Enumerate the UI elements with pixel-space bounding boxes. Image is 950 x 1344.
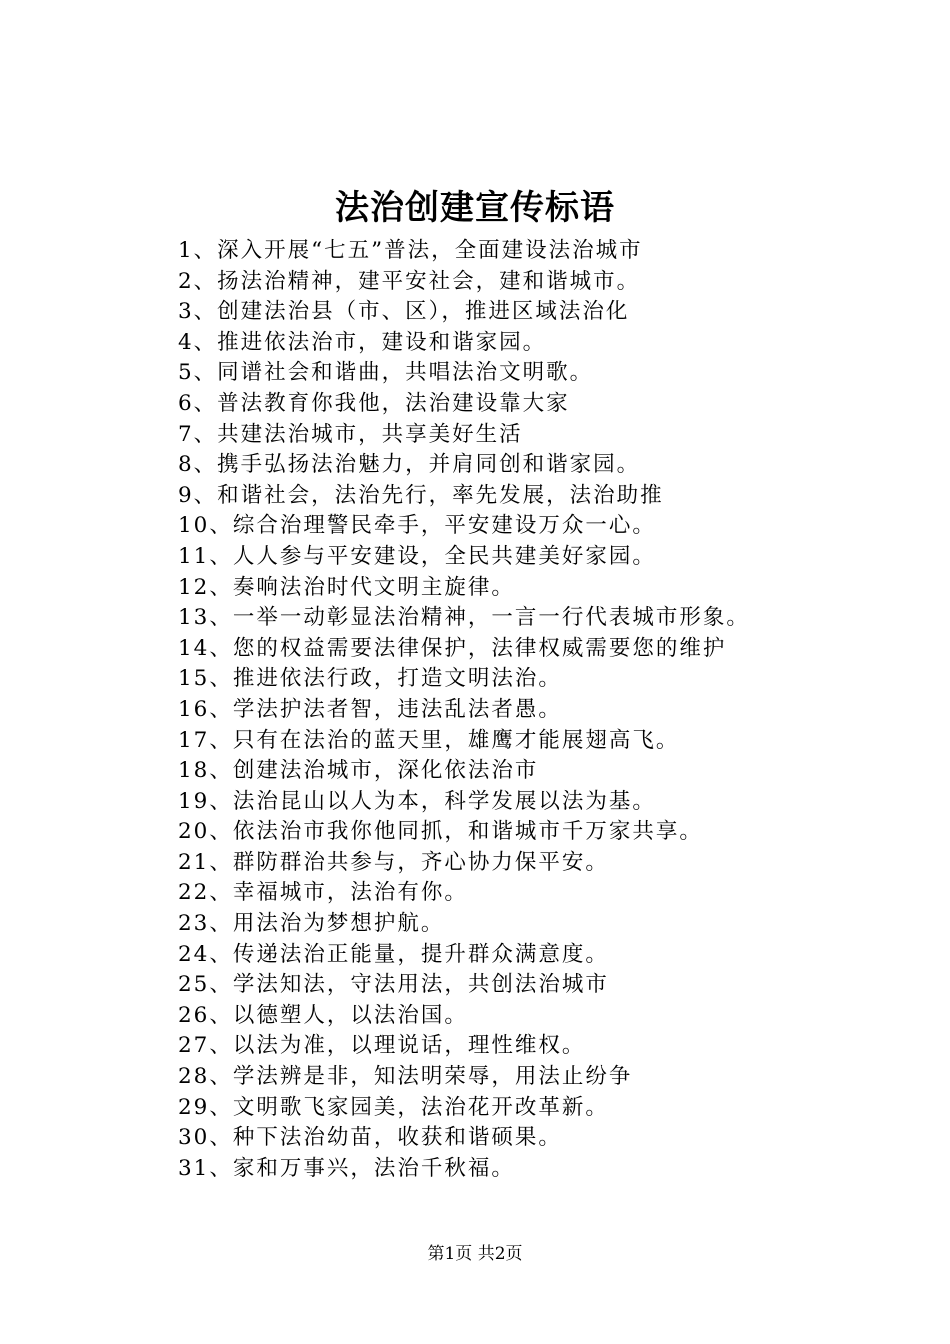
list-item: 13、一举一动彰显法治精神，一言一行代表城市形象。: [178, 605, 750, 631]
list-item: 2、扬法治精神，建平安社会，建和谐城市。: [178, 268, 641, 294]
list-item: 27、以法为准，以理说话，理性维权。: [178, 1033, 586, 1059]
list-item: 31、家和万事兴，法治千秋福。: [178, 1155, 515, 1181]
list-item: 26、以德塑人，以法治国。: [178, 1002, 468, 1028]
slogan-list: [178, 236, 878, 1184]
page-number-footer: 第1页 共2页: [427, 1244, 523, 1264]
list-item: 22、幸福城市，法治有你。: [178, 880, 468, 906]
document-title: 法治创建宣传标语: [335, 188, 615, 228]
list-item: 15、推进依法行政，打造文明法治。: [178, 666, 562, 692]
list-item: 24、传递法治正能量，提升群众满意度。: [178, 941, 609, 967]
list-item: 10、综合治理警民牵手，平安建设万众一心。: [178, 513, 656, 539]
list-item: 19、法治昆山以人为本，科学发展以法为基。: [178, 788, 656, 814]
list-item: 28、学法辨是非，知法明荣辱，用法止纷争: [178, 1064, 633, 1090]
list-item: 12、奏响法治时代文明主旋律。: [178, 574, 515, 600]
list-item: 7、共建法治城市，共享美好生活: [178, 421, 523, 447]
list-item: 18、创建法治城市，深化依法治市: [178, 758, 539, 784]
list-item: 30、种下法治幼苗，收获和谐硕果。: [178, 1125, 562, 1151]
list-item: 8、携手弘扬法治魅力，并肩同创和谐家园。: [178, 452, 641, 478]
list-item: 17、只有在法治的蓝天里，雄鹰才能展翅高飞。: [178, 727, 680, 753]
list-item: 16、学法护法者智，违法乱法者愚。: [178, 696, 562, 722]
list-item: 1、深入开展“七五”普法，全面建设法治城市: [178, 238, 643, 263]
list-item: 11、人人参与平安建设，全民共建美好家园。: [178, 543, 656, 569]
list-item: 20、依法治市我你他同抓，和谐城市千万家共享。: [178, 819, 703, 845]
list-item: 29、文明歌飞家园美，法治花开改革新。: [178, 1094, 609, 1120]
list-item: 6、普法教育你我他，法治建设靠大家: [178, 390, 570, 416]
list-item: 14、您的权益需要法律保护，法律权威需要您的维护: [178, 635, 727, 661]
list-item: 9、和谐社会，法治先行，率先发展，法治助推: [178, 482, 664, 508]
list-item: 3、创建法治县（市、区），推进区域法治化: [178, 299, 630, 325]
list-item: 4、推进依法治市，建设和谐家园。: [178, 329, 547, 355]
list-item: 25、学法知法，守法用法，共创法治城市: [178, 972, 609, 998]
list-item: 21、群防群治共参与，齐心协力保平安。: [178, 849, 609, 875]
list-item: 5、同谱社会和谐曲，共唱法治文明歌。: [178, 360, 594, 386]
list-item: 23、用法治为梦想护航。: [178, 911, 445, 937]
